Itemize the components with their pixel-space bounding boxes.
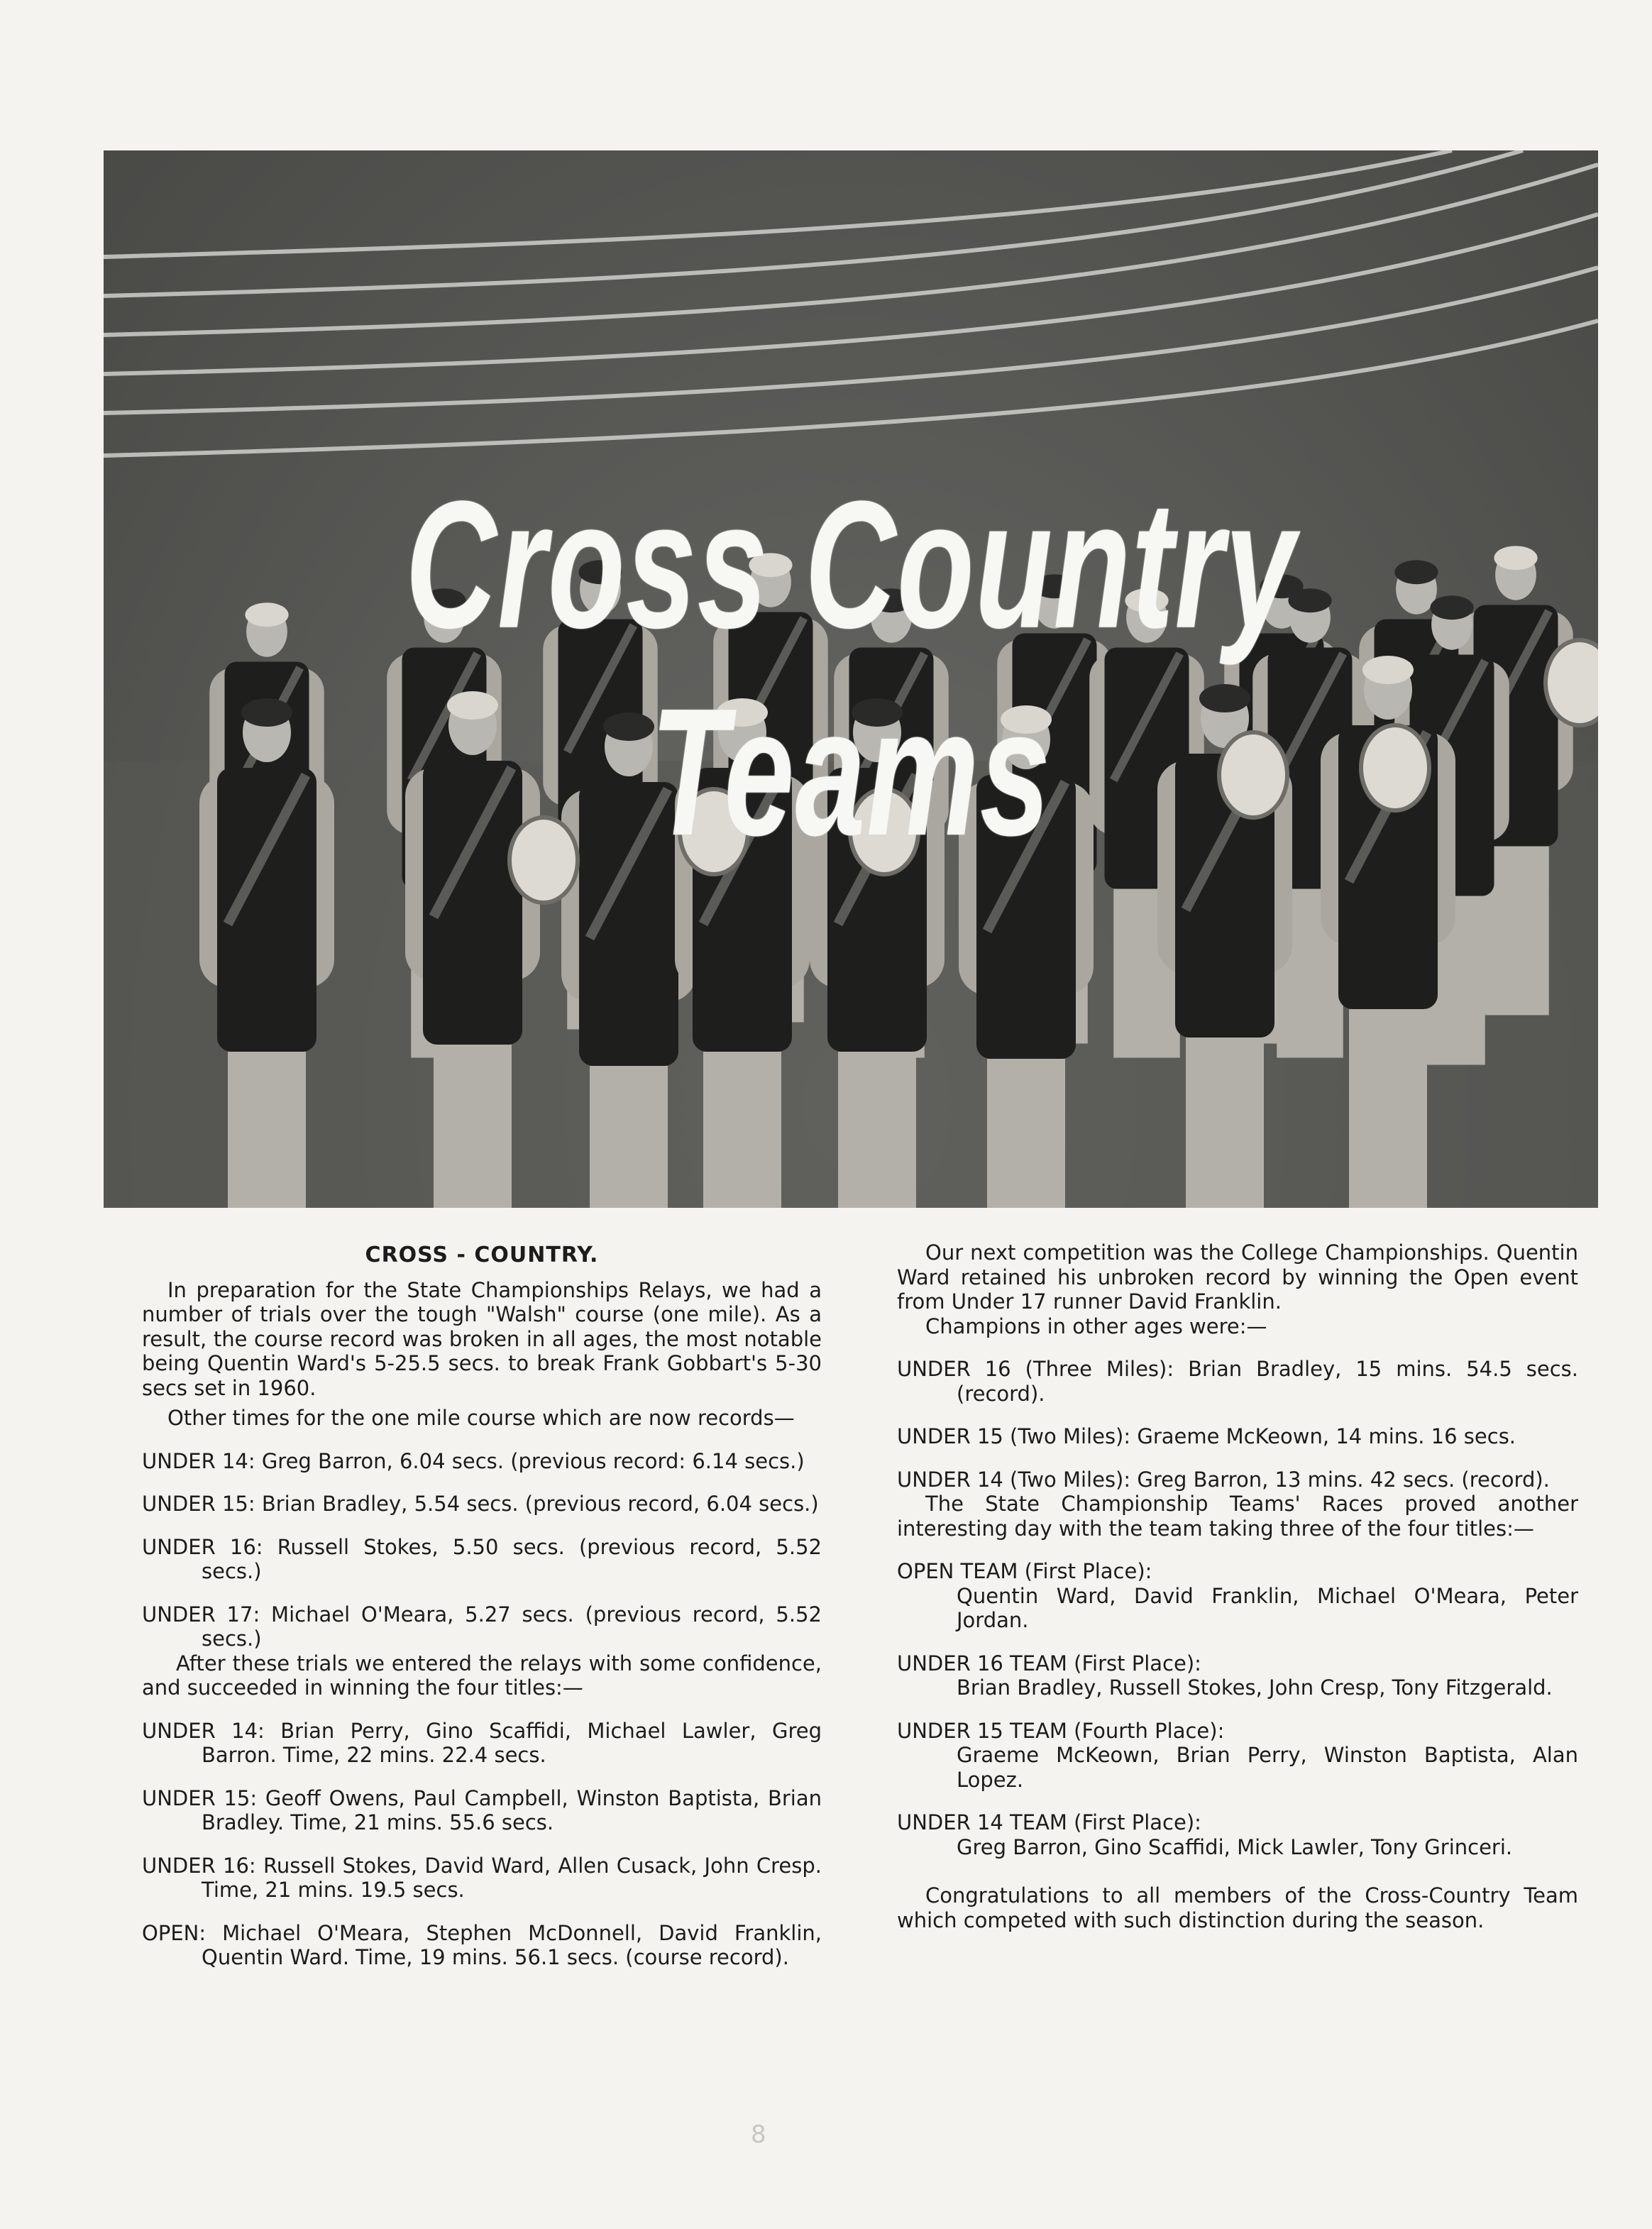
other-times-paragraph: Other times for the one mile course which are now records— xyxy=(167,1406,795,1430)
team-title: UNDER 15 TEAM (Fourth Place): xyxy=(897,1718,1225,1743)
photo-title: Cross Country Teams xyxy=(405,464,1296,874)
record-entry: UNDER 14: Greg Barron, 6.04 secs. (previous record: 6.14 secs.) xyxy=(142,1448,805,1473)
team-names: Brian Bradley, Russell Stokes, John Cresp, Tony Fitzgerald. xyxy=(957,1675,1553,1700)
team-entry xyxy=(897,1559,1578,1633)
team-names: Quentin Ward, David Franklin, Michael O'Meara, Peter Jordan. xyxy=(957,1583,1578,1632)
relay-entry: UNDER 15: Geoff Owens, Paul Campbell, Winston Baptista, Brian Bradley. Time, 21 mins. 55.6 secs. xyxy=(142,1785,822,1834)
right-column xyxy=(897,1240,1578,1932)
relay-entry: UNDER 14: Brian Perry, Gino Scaffidi, Michael Lawler, Greg Barron. Time, 22 mins. 22.4 secs. xyxy=(142,1718,822,1767)
relay-entry: OPEN: Michael O'Meara, Stephen McDonnell, David Franklin, Quentin Ward. Time, 19 mins. 56.1 secs. (course record). xyxy=(142,1920,822,1969)
relay-entry: UNDER 16: Russell Stokes, David Ward, Allen Cusack, John Cresp. Time, 21 mins. 19.5 secs. xyxy=(142,1853,822,1902)
relays-intro: After these trials we entered the relays with some confidence, and succeeded in winning the four titles:— xyxy=(142,1651,822,1700)
champion-entry: UNDER 14 (Two Miles): Greg Barron, 13 mins. 42 secs. (record). xyxy=(897,1467,1550,1492)
record-entry: UNDER 16: Russell Stokes, 5.50 secs. (previous record, 5.52 secs.) xyxy=(142,1534,822,1583)
section-heading: CROSS - COUNTRY. xyxy=(365,1243,599,1267)
congrats-paragraph: Congratulations to all members of the Cross-Country Team which competed with such distinction during the season. xyxy=(897,1883,1578,1932)
champion-entry: UNDER 15 (Two Miles): Graeme McKeown, 14 mins. 16 secs. xyxy=(897,1424,1516,1448)
team-photo xyxy=(104,150,1598,1208)
record-entry: UNDER 17: Michael O'Meara, 5.27 secs. (previous record, 5.52 secs.) xyxy=(142,1602,822,1651)
team-entry xyxy=(897,1719,1578,1793)
page-number: 8 xyxy=(751,2120,766,2149)
team-names: Greg Barron, Gino Scaffidi, Mick Lawler, Tony Grinceri. xyxy=(957,1834,1513,1859)
team-entry xyxy=(897,1810,1578,1859)
team-title: UNDER 16 TEAM (First Place): xyxy=(897,1651,1201,1675)
state-teams-paragraph: The State Championship Teams' Races proved another interesting day with the team taking three of the four titles:— xyxy=(897,1492,1578,1541)
intro-paragraph: In preparation for the State Championships Relays, we had a number of trials over the tough "Walsh" course (one mile). As a result, the course record was broken in all ages, the most notable being Quentin Ward's 5-25.5 secs. to break Frank Gobbart's 5-30 secs set in 1960. xyxy=(142,1277,822,1400)
champions-intro: Champions in other ages were:— xyxy=(925,1314,1267,1338)
trophy-shield xyxy=(1546,640,1598,725)
team-names: Graeme McKeown, Brian Perry, Winston Baptista, Alan Lopez. xyxy=(957,1743,1578,1792)
college-paragraph: Our next competition was the College Championships. Quentin Ward retained his unbroken record by winning the Open event from Under 17 runner David Franklin. xyxy=(897,1240,1578,1314)
record-entry: UNDER 15: Brian Bradley, 5.54 secs. (previous record, 6.04 secs.) xyxy=(142,1492,819,1516)
champion-entry: UNDER 16 (Three Miles): Brian Bradley, 15 mins. 54.5 secs. (record). xyxy=(897,1357,1578,1406)
left-column xyxy=(142,1240,822,1970)
team-title: UNDER 14 TEAM (First Place): xyxy=(897,1810,1201,1834)
team-title: OPEN TEAM (First Place): xyxy=(897,1559,1152,1583)
team-entry xyxy=(897,1651,1578,1700)
